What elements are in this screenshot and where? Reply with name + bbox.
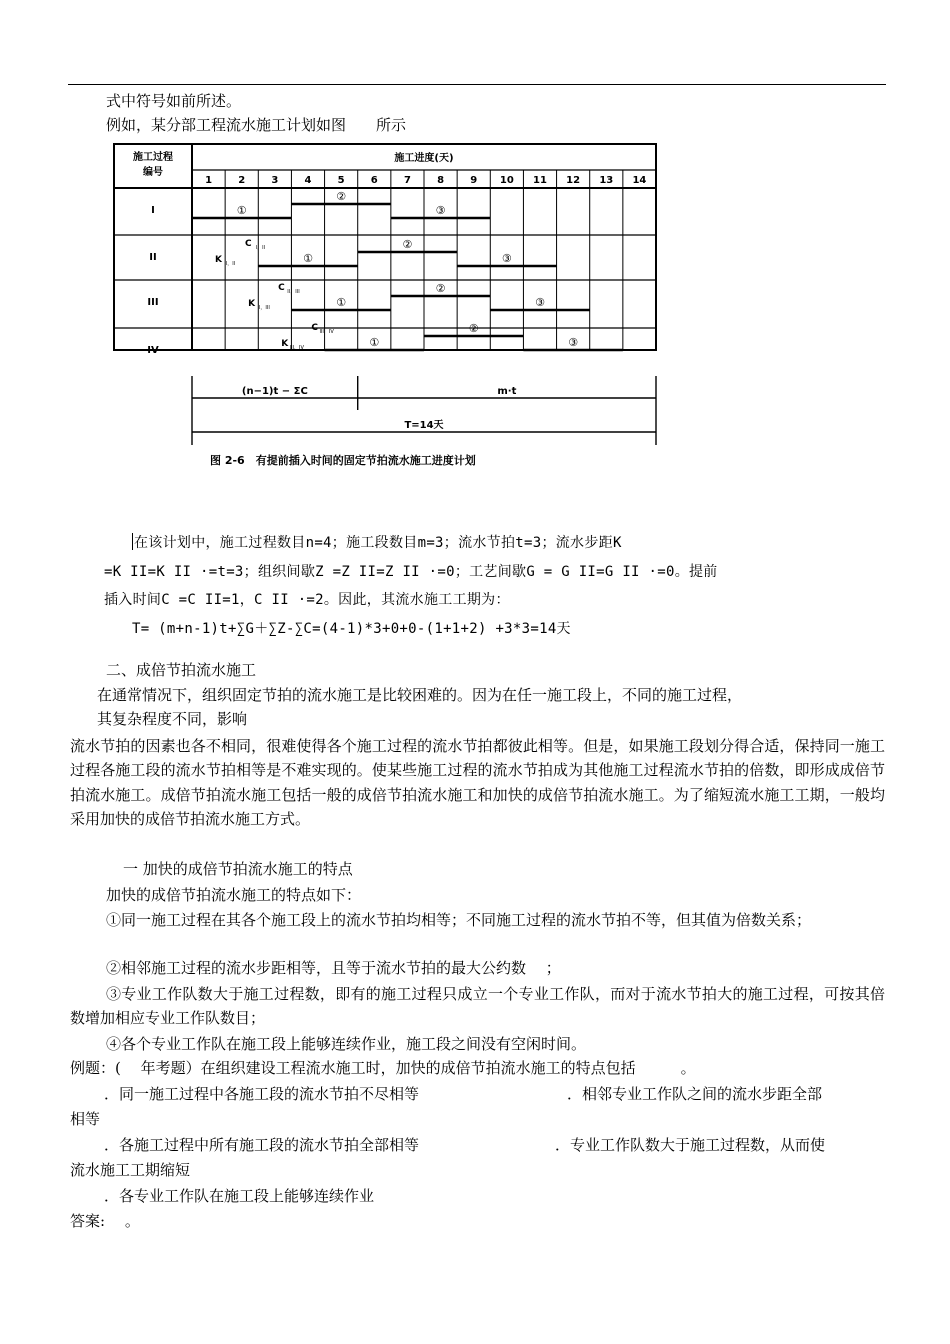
intro-line-1: 式中符号如前所述。 — [106, 92, 242, 110]
calc-line-1 — [132, 532, 622, 554]
day-13: 13 — [599, 175, 614, 186]
schedule-figure — [100, 140, 660, 475]
option-b-part2: 相等 — [70, 1110, 101, 1128]
segment-label-4-2: ② — [468, 322, 479, 335]
features-intro: 加快的成倍节拍流水施工的特点如下： — [106, 886, 362, 904]
header-progress: 施工进度(天) — [394, 153, 454, 164]
k-label-3: K — [281, 339, 289, 349]
schedule-labels — [133, 150, 646, 467]
option-c: ．各施工过程中所有施工段的流水节拍全部相等 — [104, 1136, 420, 1154]
header-process-l1: 施工过程 — [133, 152, 173, 163]
day-4: 4 — [304, 175, 312, 186]
day-3: 3 — [271, 175, 279, 186]
figure-caption: 图 2-6 有提前插入时间的固定节拍流水施工进度计划 — [210, 454, 476, 467]
option-b-part1: ．相邻专业工作队之间的流水步距全部 — [567, 1085, 823, 1103]
segment-label-3-2: ② — [435, 282, 446, 295]
c-sub-1: I，II — [255, 245, 266, 251]
option-a: ．同一施工过程中各施工段的流水节拍不尽相等 — [104, 1085, 420, 1103]
day-12: 12 — [566, 175, 581, 186]
feature-1: ①同一施工过程在其各个施工段上的流水节拍均相等；不同施工过程的流水节拍不等，但其值为倍数关系； — [106, 911, 812, 929]
day-14: 14 — [632, 175, 647, 186]
feature-2: ②相邻施工过程的流水步距相等，且等于流水节拍的最大公约数 ； — [106, 959, 561, 977]
dim-total-label: T=14天 — [404, 420, 444, 431]
segment-label-2-1: ① — [303, 252, 313, 265]
para-1b: 其复杂程度不同，影响 — [97, 710, 248, 728]
day-8: 8 — [437, 175, 445, 186]
segment-label-4-3: ③ — [568, 336, 579, 349]
day-9: 9 — [470, 175, 478, 186]
day-2: 2 — [238, 175, 246, 186]
intro-line-2: 例如，某分部工程流水施工计划如图 所示 — [106, 116, 407, 134]
row-label-2: II — [149, 252, 157, 263]
schedule-grid — [114, 144, 656, 445]
feature-3: ③专业工作队数大于施工过程数，即有的施工过程只成立一个专业工作队，而对于流水节拍大的施工过程，可按其倍数增加相应专业工作队数目； — [70, 985, 885, 1028]
segment-label-1-3: ③ — [435, 204, 446, 217]
option-d-part1: ．专业工作队数大于施工过程数，从而使 — [555, 1136, 826, 1154]
segment-label-1-1: ① — [236, 204, 247, 217]
k-sub-1: I，II — [225, 261, 236, 267]
k-label-1: K — [215, 255, 223, 265]
segment-label-2-2: ② — [402, 238, 413, 251]
para-2: 流水节拍的因素也各不相同，很难使得各个施工过程的流水节拍都彼此相等。但是，如果施工段划分得合适，保持同一施工过程各施工段的流水节拍相等是不难实现的。使某些施工过程的流水节拍成为其他施工过程流水节拍的倍数，即形成成倍节拍流水施工。成倍节拍流水施工包括一般的成倍节拍流水施工和加快的成倍节拍流水施工。为了缩短流水施工工期，一般均采用加快的成倍节拍流水施工方式。 — [70, 737, 885, 829]
calc-line-1-text: 在该计划中，施工过程数目n=4；施工段数目m=3；流水节拍t=3；流水步距K — [134, 535, 622, 551]
day-10: 10 — [499, 175, 514, 186]
header-rule — [68, 84, 886, 85]
option-d-part2: 流水施工工期缩短 — [70, 1161, 191, 1179]
example-question: 例题：( 年考题）在组织建设工程流水施工时，加快的成倍节拍流水施工的特点包括 。 — [70, 1059, 696, 1077]
option-e: ．各专业工作队在施工段上能够连续作业 — [104, 1187, 375, 1205]
segment-label-4-1: ① — [369, 336, 380, 349]
c-sub-2: II，III — [287, 289, 300, 295]
c-sub-3: III，IV — [319, 329, 334, 335]
c-label-3: C — [311, 323, 318, 333]
segment-label-1-2: ② — [336, 190, 347, 203]
k-label-2: K — [248, 299, 256, 309]
calc-line-3: 插入时间C =C II=1，C II ·=2。因此，其流水施工工期为： — [104, 592, 510, 608]
c-label-2: C — [278, 283, 285, 293]
row-label-1: I — [151, 205, 155, 216]
c-label-1: C — [245, 239, 252, 249]
segment-label-3-3: ③ — [535, 296, 545, 309]
dim-left-label: (n−1)t − ΣC — [241, 386, 308, 397]
answer: 答案: 。 — [70, 1212, 140, 1230]
day-7: 7 — [403, 175, 411, 186]
subsection-title: 一 加快的成倍节拍流水施工的特点 — [123, 860, 353, 878]
row-label-3: III — [147, 297, 159, 308]
k-sub-2: II，III — [257, 305, 270, 311]
day-1: 1 — [205, 175, 213, 186]
section-title: 二、成倍节拍流水施工 — [106, 661, 257, 679]
text-cursor — [132, 533, 133, 550]
dim-right-label: m·t — [497, 386, 517, 397]
calc-line-2: =K II=K II ·=t=3；组织间歇Z =Z II=Z II ·=0；工艺间歇G = G II=G II ·=0。提前 — [104, 564, 718, 580]
day-6: 6 — [370, 175, 378, 186]
para-1a: 在通常情况下，组织固定节拍的流水施工是比较困难的。因为在任一施工段上，不同的施工过程， — [97, 686, 743, 704]
k-sub-3: III，IV — [289, 345, 304, 351]
feature-4: ④各个专业工作队在施工段上能够连续作业，施工段之间没有空闲时间。 — [106, 1035, 587, 1053]
segment-label-2-3: ③ — [501, 252, 512, 265]
calc-formula: T= (m+n-1)t+∑G＋∑Z-∑C=(4-1)*3+0+0-(1+1+2) +3*3=14天 — [132, 621, 571, 637]
day-11: 11 — [533, 175, 547, 186]
header-process-l2: 编号 — [143, 167, 163, 178]
segment-label-3-1: ① — [336, 296, 347, 309]
day-5: 5 — [337, 175, 345, 186]
row-label-4: IV — [147, 345, 159, 356]
